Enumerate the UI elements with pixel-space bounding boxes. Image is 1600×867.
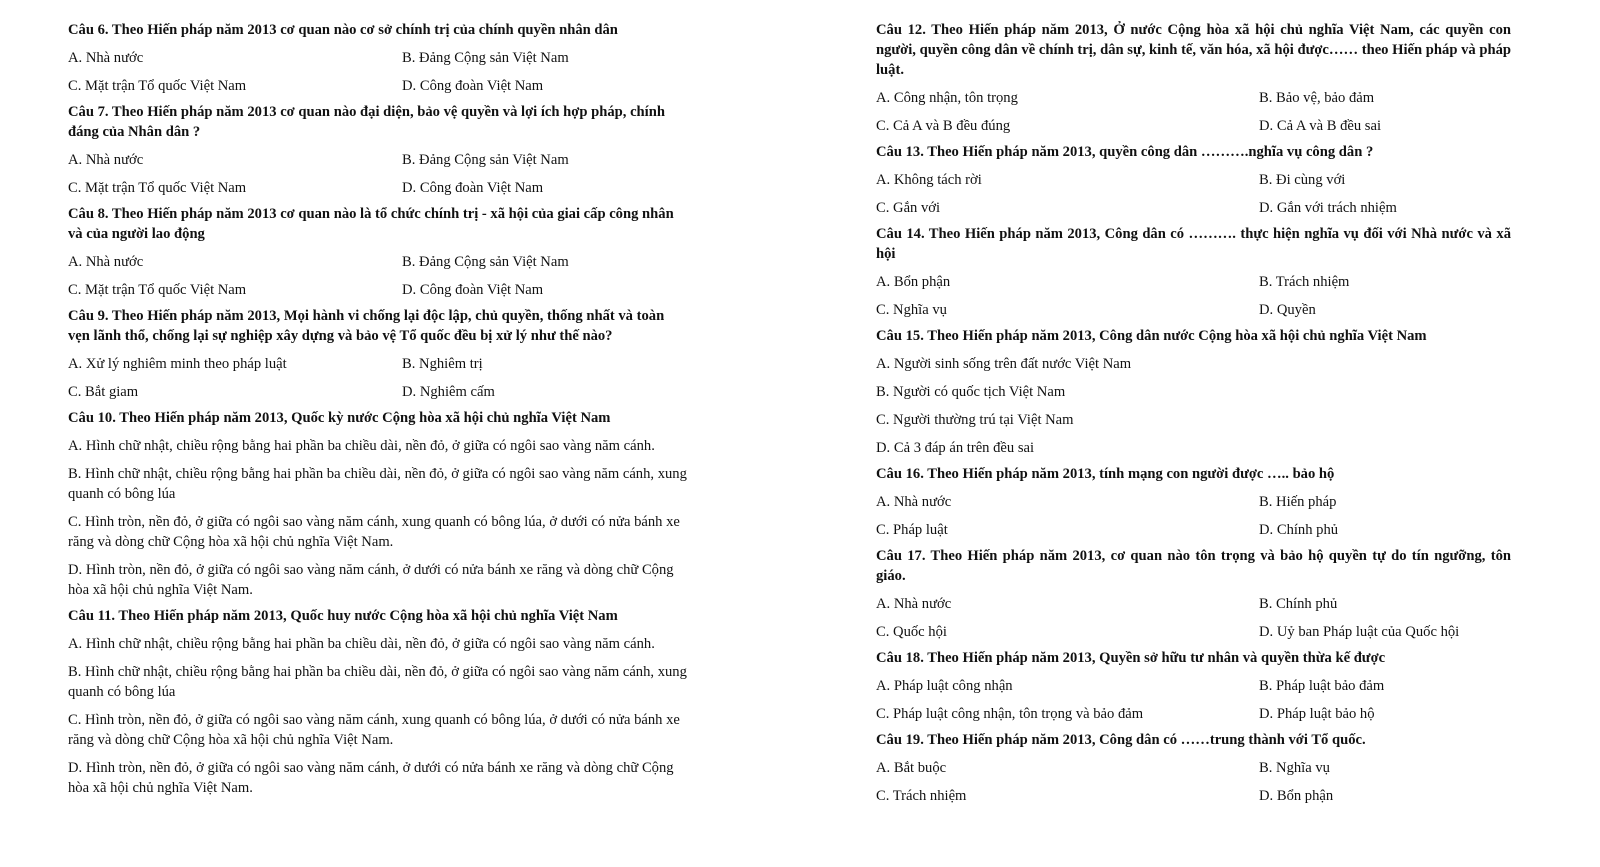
option-c: C. Mặt trận Tổ quốc Việt Nam xyxy=(68,180,247,196)
question-14 xyxy=(876,224,1511,320)
option-b: B. Hình chữ nhật, chiều rộng bằng hai phần ba chiều dài, nền đỏ, ở giữa có ngôi sao vàng năm cánh, xung quanh có bông lúa xyxy=(68,664,687,700)
option-c: C. Mặt trận Tổ quốc Việt Nam xyxy=(68,78,247,94)
options-row xyxy=(876,520,1511,540)
option-a: A. Hình chữ nhật, chiều rộng bằng hai phần ba chiều dài, nền đỏ, ở giữa có ngôi sao vàng năm cánh. xyxy=(68,438,655,454)
option-c: C. Hình tròn, nền đỏ, ở giữa có ngôi sao vàng năm cánh, xung quanh có bông lúa, ở dưới có nửa bánh xe răng và dòng chữ Cộng hòa xã hội chủ nghĩa Việt Nam. xyxy=(68,712,680,748)
options-row xyxy=(876,622,1511,642)
question-title: Câu 6. Theo Hiến pháp năm 2013 cơ quan nào cơ sở chính trị của chính quyền nhân dân xyxy=(68,22,618,38)
option-a: A. Nhà nước xyxy=(876,596,952,612)
option-c: C. Người thường trú tại Việt Nam xyxy=(876,412,1074,428)
option-c: C. Pháp luật xyxy=(876,522,948,538)
option-b: B. Đảng Cộng sản Việt Nam xyxy=(402,152,569,168)
question-title: Câu 8. Theo Hiến pháp năm 2013 cơ quan nào là tổ chức chính trị - xã hội của giai cấp công nhân và của người lao động xyxy=(68,206,674,242)
option-d: D. Công đoàn Việt Nam xyxy=(402,282,544,298)
options-row xyxy=(876,704,1511,724)
option-a: A. Không tách rời xyxy=(876,172,982,188)
option-c: C. Nghĩa vụ xyxy=(876,302,947,318)
option-a: A. Bắt buộc xyxy=(876,760,947,776)
options-row xyxy=(876,786,1511,806)
question-title: Câu 9. Theo Hiến pháp năm 2013, Mọi hành vi chống lại độc lập, chủ quyền, thống nhất và toàn vẹn lãnh thổ, chống lại sự nghiệp xây dựng và bảo vệ Tổ quốc đều bị xử lý như thế nào? xyxy=(68,308,665,344)
left-column xyxy=(68,20,688,798)
options-row xyxy=(876,198,1511,218)
option-c: C. Trách nhiệm xyxy=(876,788,967,804)
question-13 xyxy=(876,142,1511,218)
option-d: D. Gắn với trách nhiệm xyxy=(1259,200,1397,216)
option-d: D. Công đoàn Việt Nam xyxy=(402,78,544,94)
option-b: B. Bảo vệ, bảo đảm xyxy=(1259,90,1375,106)
option-d: D. Hình tròn, nền đỏ, ở giữa có ngôi sao vàng năm cánh, ở dưới có nửa bánh xe răng và dòng chữ Cộng hòa xã hội chủ nghĩa Việt Nam. xyxy=(68,760,674,796)
option-a: A. Người sinh sống trên đất nước Việt Nam xyxy=(876,356,1132,372)
option-b: B. Nghiêm trị xyxy=(402,356,483,372)
question-title: Câu 11. Theo Hiến pháp năm 2013, Quốc huy nước Cộng hòa xã hội chủ nghĩa Việt Nam xyxy=(68,608,618,624)
question-9 xyxy=(68,306,688,402)
question-title: Câu 12. Theo Hiến pháp năm 2013, Ở nước Cộng hòa xã hội chủ nghĩa Việt Nam, các quyền con người, quyền công dân về chính trị, dân sự, kinh tế, văn hóa, xã hội được…… theo Hiến pháp và pháp luật. xyxy=(876,22,1511,78)
option-c: C. Hình tròn, nền đỏ, ở giữa có ngôi sao vàng năm cánh, xung quanh có bông lúa, ở dưới có nửa bánh xe răng và dòng chữ Cộng hòa xã hội chủ nghĩa Việt Nam. xyxy=(68,514,680,550)
options-row xyxy=(876,300,1511,320)
options-row xyxy=(68,150,688,170)
options-row xyxy=(876,594,1511,614)
option-d: D. Bổn phận xyxy=(1259,788,1334,804)
option-c: C. Quốc hội xyxy=(876,624,947,640)
option-a: A. Nhà nước xyxy=(68,254,144,270)
option-c: C. Bắt giam xyxy=(68,384,139,400)
option-b: B. Đảng Cộng sản Việt Nam xyxy=(402,254,569,270)
question-16 xyxy=(876,464,1511,540)
option-a: A. Xử lý nghiêm minh theo pháp luật xyxy=(68,356,287,372)
question-10 xyxy=(68,408,688,600)
option-d: D. Nghiêm cấm xyxy=(402,384,495,400)
question-17 xyxy=(876,546,1511,642)
options-row xyxy=(68,178,688,198)
options-row xyxy=(876,758,1511,778)
question-title: Câu 16. Theo Hiến pháp năm 2013, tính mạng con người được ….. bảo hộ xyxy=(876,466,1335,482)
option-a: A. Hình chữ nhật, chiều rộng bằng hai phần ba chiều dài, nền đỏ, ở giữa có ngôi sao vàng năm cánh. xyxy=(68,636,655,652)
option-d: D. Cả 3 đáp án trên đều sai xyxy=(876,440,1035,456)
options-row xyxy=(68,354,688,374)
option-b: B. Đảng Cộng sản Việt Nam xyxy=(402,50,569,66)
right-column xyxy=(876,20,1511,806)
option-b: B. Hình chữ nhật, chiều rộng bằng hai phần ba chiều dài, nền đỏ, ở giữa có ngôi sao vàng năm cánh, xung quanh có bông lúa xyxy=(68,466,687,502)
question-title: Câu 10. Theo Hiến pháp năm 2013, Quốc kỳ nước Cộng hòa xã hội chủ nghĩa Việt Nam xyxy=(68,410,611,426)
question-8 xyxy=(68,204,688,300)
question-title: Câu 18. Theo Hiến pháp năm 2013, Quyền sở hữu tư nhân và quyền thừa kế được xyxy=(876,650,1386,666)
options-row xyxy=(68,76,688,96)
options-row xyxy=(68,48,688,68)
question-title: Câu 14. Theo Hiến pháp năm 2013, Công dân có ………. thực hiện nghĩa vụ đối với Nhà nước và xã hội xyxy=(876,226,1511,262)
options-row xyxy=(876,88,1511,108)
options-row xyxy=(68,280,688,300)
question-title: Câu 13. Theo Hiến pháp năm 2013, quyền công dân ……….nghĩa vụ công dân ? xyxy=(876,144,1374,160)
option-d: D. Quyền xyxy=(1259,302,1316,318)
option-a: A. Nhà nước xyxy=(876,494,952,510)
question-title: Câu 15. Theo Hiến pháp năm 2013, Công dân nước Cộng hòa xã hội chủ nghĩa Việt Nam xyxy=(876,328,1427,344)
options-row xyxy=(876,170,1511,190)
option-c: C. Cả A và B đều đúng xyxy=(876,118,1011,134)
question-19 xyxy=(876,730,1511,806)
option-c: C. Pháp luật công nhận, tôn trọng và bảo đảm xyxy=(876,706,1144,722)
option-d: D. Cả A và B đều sai xyxy=(1259,118,1382,134)
question-7 xyxy=(68,102,688,198)
option-b: B. Nghĩa vụ xyxy=(1259,760,1330,776)
question-title: Câu 19. Theo Hiến pháp năm 2013, Công dân có ……trung thành với Tổ quốc. xyxy=(876,732,1366,748)
question-12 xyxy=(876,20,1511,136)
question-15 xyxy=(876,326,1511,458)
options-row xyxy=(68,382,688,402)
option-a: A. Nhà nước xyxy=(68,152,144,168)
options-row xyxy=(876,116,1511,136)
option-d: D. Pháp luật bảo hộ xyxy=(1259,706,1375,722)
option-b: B. Hiến pháp xyxy=(1259,494,1337,510)
option-d: D. Uỷ ban Pháp luật của Quốc hội xyxy=(1259,624,1460,640)
options-row xyxy=(876,492,1511,512)
question-title: Câu 7. Theo Hiến pháp năm 2013 cơ quan nào đại diện, bảo vệ quyền và lợi ích hợp pháp, chính đáng của Nhân dân ? xyxy=(68,104,665,140)
question-title: Câu 17. Theo Hiến pháp năm 2013, cơ quan nào tôn trọng và bảo hộ quyền tự do tín ngưỡng, tôn giáo. xyxy=(876,548,1511,584)
option-d: D. Công đoàn Việt Nam xyxy=(402,180,544,196)
option-c: C. Gắn với xyxy=(876,200,941,216)
option-b: B. Đi cùng với xyxy=(1259,172,1346,188)
option-b: B. Pháp luật bảo đảm xyxy=(1259,678,1385,694)
option-b: B. Trách nhiệm xyxy=(1259,274,1350,290)
option-a: A. Pháp luật công nhận xyxy=(876,678,1013,694)
question-6 xyxy=(68,20,688,96)
option-a: A. Bổn phận xyxy=(876,274,951,290)
options-row xyxy=(68,252,688,272)
option-c: C. Mặt trận Tổ quốc Việt Nam xyxy=(68,282,247,298)
option-a: A. Công nhận, tôn trọng xyxy=(876,90,1018,106)
options-row xyxy=(876,676,1511,696)
option-d: D. Chính phủ xyxy=(1259,522,1339,538)
question-18 xyxy=(876,648,1511,724)
option-b: B. Người có quốc tịch Việt Nam xyxy=(876,384,1066,400)
option-d: D. Hình tròn, nền đỏ, ở giữa có ngôi sao vàng năm cánh, ở dưới có nửa bánh xe răng và dòng chữ Cộng hòa xã hội chủ nghĩa Việt Nam. xyxy=(68,562,674,598)
option-a: A. Nhà nước xyxy=(68,50,144,66)
options-row xyxy=(876,272,1511,292)
option-b: B. Chính phủ xyxy=(1259,596,1338,612)
question-11 xyxy=(68,606,688,798)
